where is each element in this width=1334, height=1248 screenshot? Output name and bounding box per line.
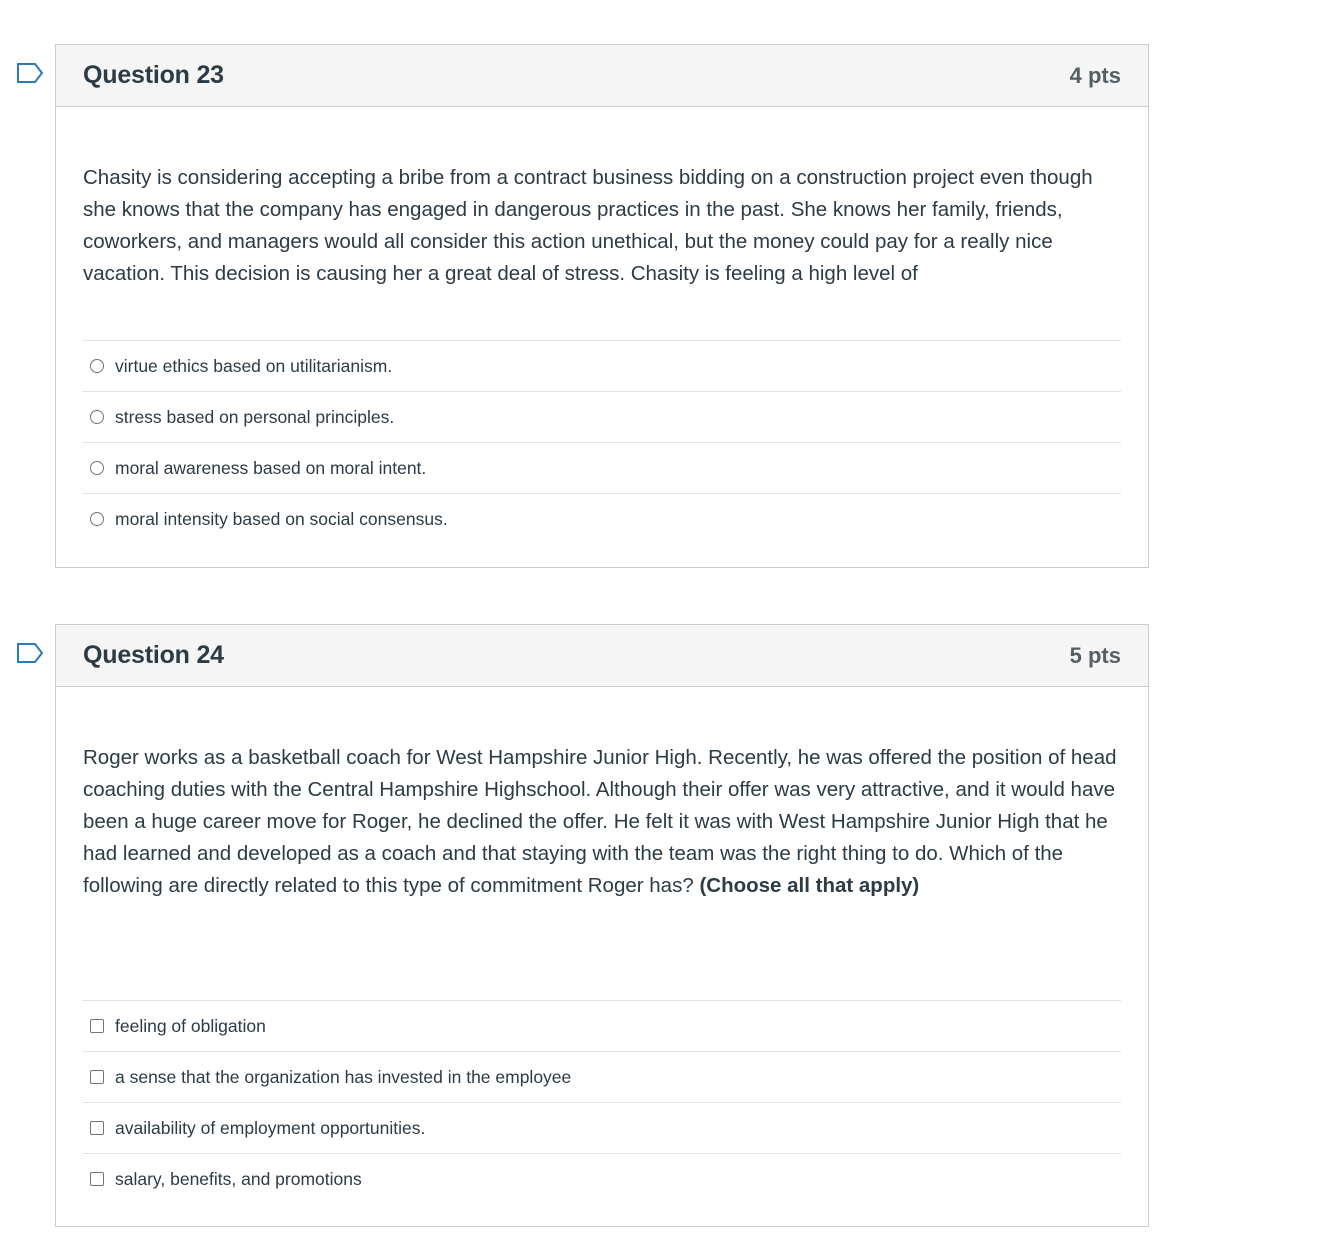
checkbox[interactable] (90, 1070, 104, 1084)
flag-icon[interactable] (16, 62, 44, 84)
checkbox[interactable] (90, 1019, 104, 1033)
question-title: Question 23 (83, 61, 224, 89)
question-23 (55, 44, 1149, 568)
radio-button[interactable] (90, 461, 104, 475)
answer-list (83, 1000, 1121, 1204)
radio-button[interactable] (90, 512, 104, 526)
answer-option[interactable] (83, 442, 1121, 493)
question-text-main: Roger works as a basketball coach for West Hampshire Junior High. Recently, he was offered the position of head coaching duties with the Central Hampshire Highschool. Although their offer was very attractive, and it would have been a huge career move for Roger, he declined the offer. He felt it was with West Hampshire Junior High that he had learned and developed as a coach and that staying with the team was the right thing to do. Which of the following are directly related to this type of commitment Roger has? (83, 746, 1117, 897)
answer-option[interactable] (83, 1102, 1121, 1153)
answer-label[interactable]: a sense that the organization has invested in the employee (115, 1066, 572, 1087)
question-header (56, 45, 1148, 107)
question-points: 4 pts (1069, 62, 1121, 88)
answer-label[interactable]: availability of employment opportunities. (115, 1117, 426, 1138)
question-text (83, 687, 1121, 1000)
question-body (56, 687, 1148, 1204)
question-body (56, 107, 1148, 544)
question-header (56, 625, 1148, 687)
answer-option[interactable] (83, 340, 1121, 391)
answer-label[interactable]: virtue ethics based on utilitarianism. (115, 355, 393, 376)
checkbox[interactable] (90, 1121, 104, 1135)
answer-list (83, 340, 1121, 544)
answer-option[interactable] (83, 391, 1121, 442)
answer-option[interactable] (83, 1051, 1121, 1102)
question-text-emphasis: (Choose all that apply) (699, 874, 920, 897)
radio-button[interactable] (90, 410, 104, 424)
question-24 (55, 624, 1149, 1227)
answer-label[interactable]: salary, benefits, and promotions (115, 1168, 362, 1189)
question-points: 5 pts (1069, 642, 1121, 668)
checkbox[interactable] (90, 1172, 104, 1186)
answer-label[interactable]: moral intensity based on social consensus. (115, 508, 448, 529)
question-text: Chasity is considering accepting a bribe from a contract business bidding on a construction project even though she knows that the company has engaged in dangerous practices in the past. She knows her family, friends, coworkers, and managers would all consider this action unethical, but the money could pay for a really nice vacation. This decision is causing her a great deal of stress. Chasity is feeling a high level of (83, 166, 1093, 285)
answer-label[interactable]: stress based on personal principles. (115, 406, 395, 427)
flag-icon[interactable] (16, 642, 44, 664)
question-title: Question 24 (83, 641, 224, 669)
answer-option[interactable] (83, 1000, 1121, 1051)
answer-label[interactable]: feeling of obligation (115, 1015, 266, 1036)
answer-option[interactable] (83, 493, 1121, 544)
radio-button[interactable] (90, 359, 104, 373)
answer-option[interactable] (83, 1153, 1121, 1204)
answer-label[interactable]: moral awareness based on moral intent. (115, 457, 427, 478)
